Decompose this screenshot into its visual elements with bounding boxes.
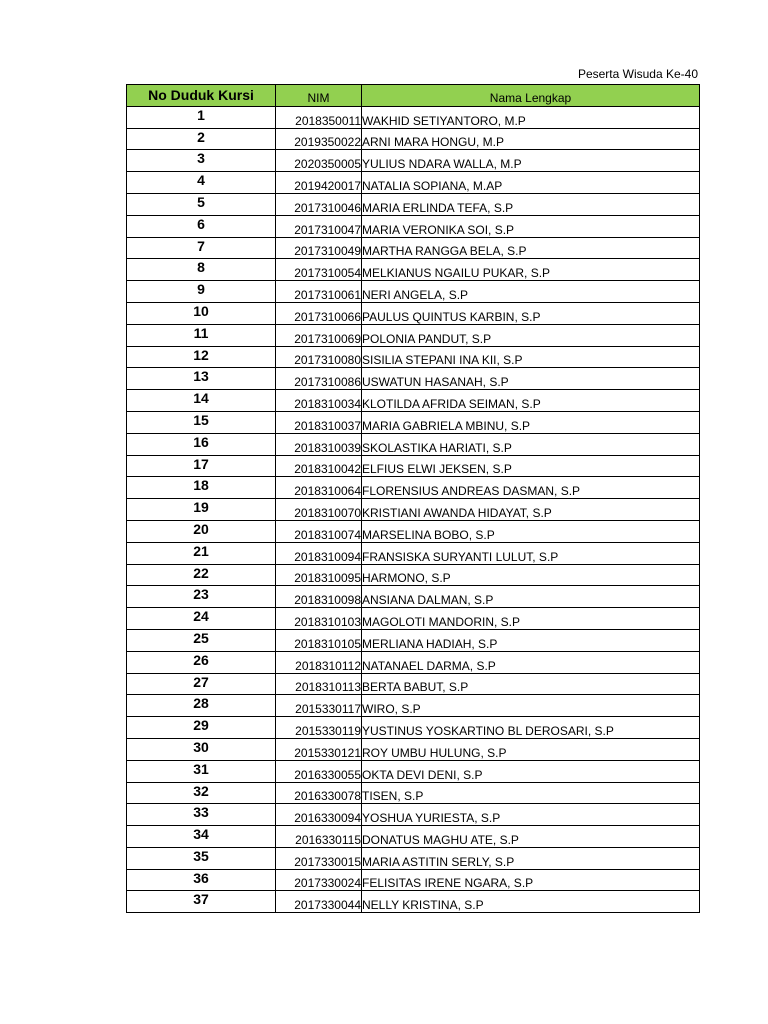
- table-row: [127, 760, 700, 782]
- full-name-cell: ANSIANA DALMAN, S.P: [362, 586, 700, 608]
- nim-cell: 2016330078: [276, 782, 362, 804]
- graduates-table: [126, 84, 700, 913]
- seat-number-cell: 30: [127, 738, 276, 760]
- full-name-cell: MARSELINA BOBO, S.P: [362, 520, 700, 542]
- full-name-cell: MARIA ERLINDA TEFA, S.P: [362, 193, 700, 215]
- nim-cell: 2018310098: [276, 586, 362, 608]
- nim-cell: 2018310113: [276, 673, 362, 695]
- full-name-cell: DONATUS MAGHU ATE, S.P: [362, 826, 700, 848]
- full-name-cell: ROY UMBU HULUNG, S.P: [362, 738, 700, 760]
- full-name-cell: MELKIANUS NGAILU PUKAR, S.P: [362, 259, 700, 281]
- seat-number-cell: 22: [127, 564, 276, 586]
- table-row: [127, 695, 700, 717]
- table-row: [127, 368, 700, 390]
- seat-number-cell: 5: [127, 193, 276, 215]
- nim-cell: 2017330024: [276, 869, 362, 891]
- nim-cell: 2019420017: [276, 172, 362, 194]
- seat-number-cell: 35: [127, 847, 276, 869]
- document-caption: Peserta Wisuda Ke-40: [577, 67, 698, 81]
- table-row: [127, 586, 700, 608]
- nim-cell: 2015330117: [276, 695, 362, 717]
- table-row: [127, 499, 700, 521]
- seat-number-cell: 17: [127, 455, 276, 477]
- table-row: [127, 411, 700, 433]
- seat-number-cell: 32: [127, 782, 276, 804]
- table-row: [127, 651, 700, 673]
- nim-cell: 2018310112: [276, 651, 362, 673]
- nim-cell: 2018310094: [276, 542, 362, 564]
- table-row: [127, 629, 700, 651]
- column-header-nim: NIM: [276, 85, 362, 107]
- nim-cell: 2016330115: [276, 826, 362, 848]
- full-name-cell: ELFIUS ELWI JEKSEN, S.P: [362, 455, 700, 477]
- full-name-cell: WIRO, S.P: [362, 695, 700, 717]
- seat-number-cell: 29: [127, 717, 276, 739]
- seat-number-cell: 24: [127, 608, 276, 630]
- table-header-row: [127, 85, 700, 107]
- seat-number-cell: 10: [127, 302, 276, 324]
- full-name-cell: SKOLASTIKA HARIATI, S.P: [362, 433, 700, 455]
- full-name-cell: MERLIANA HADIAH, S.P: [362, 629, 700, 651]
- full-name-cell: HARMONO, S.P: [362, 564, 700, 586]
- full-name-cell: PAULUS QUINTUS KARBIN, S.P: [362, 302, 700, 324]
- full-name-cell: MARIA GABRIELA MBINU, S.P: [362, 411, 700, 433]
- full-name-cell: NELLY KRISTINA, S.P: [362, 891, 700, 913]
- seat-number-cell: 20: [127, 520, 276, 542]
- seat-number-cell: 19: [127, 499, 276, 521]
- seat-number-cell: 1: [127, 106, 276, 128]
- seat-number-cell: 34: [127, 826, 276, 848]
- table-row: [127, 847, 700, 869]
- seat-number-cell: 25: [127, 629, 276, 651]
- table-body: [127, 106, 700, 912]
- nim-cell: 2017310080: [276, 346, 362, 368]
- nim-cell: 2017310069: [276, 324, 362, 346]
- table-row: [127, 346, 700, 368]
- seat-number-cell: 11: [127, 324, 276, 346]
- seat-number-cell: 7: [127, 237, 276, 259]
- full-name-cell: YOSHUA YURIESTA, S.P: [362, 804, 700, 826]
- table-row: [127, 390, 700, 412]
- nim-cell: 2017330044: [276, 891, 362, 913]
- seat-number-cell: 21: [127, 542, 276, 564]
- nim-cell: 2018310105: [276, 629, 362, 651]
- full-name-cell: NATANAEL DARMA, S.P: [362, 651, 700, 673]
- seat-number-cell: 13: [127, 368, 276, 390]
- column-header-seat: No Duduk Kursi: [127, 85, 276, 107]
- full-name-cell: NERI ANGELA, S.P: [362, 281, 700, 303]
- seat-number-cell: 4: [127, 172, 276, 194]
- nim-cell: 2020350005: [276, 150, 362, 172]
- full-name-cell: NATALIA SOPIANA, M.AP: [362, 172, 700, 194]
- full-name-cell: YULIUS NDARA WALLA, M.P: [362, 150, 700, 172]
- nim-cell: 2016330094: [276, 804, 362, 826]
- full-name-cell: MARIA ASTITIN SERLY, S.P: [362, 847, 700, 869]
- table-row: [127, 106, 700, 128]
- nim-cell: 2019350022: [276, 128, 362, 150]
- table-row: [127, 172, 700, 194]
- table-row: [127, 281, 700, 303]
- full-name-cell: FLORENSIUS ANDREAS DASMAN, S.P: [362, 477, 700, 499]
- table-row: [127, 128, 700, 150]
- nim-cell: 2017310054: [276, 259, 362, 281]
- table-row: [127, 433, 700, 455]
- seat-number-cell: 23: [127, 586, 276, 608]
- table-row: [127, 259, 700, 281]
- nim-cell: 2018310070: [276, 499, 362, 521]
- table-row: [127, 673, 700, 695]
- nim-cell: 2016330055: [276, 760, 362, 782]
- seat-number-cell: 33: [127, 804, 276, 826]
- seat-number-cell: 16: [127, 433, 276, 455]
- seat-number-cell: 37: [127, 891, 276, 913]
- table-row: [127, 826, 700, 848]
- full-name-cell: MARTHA RANGGA BELA, S.P: [362, 237, 700, 259]
- nim-cell: 2018310034: [276, 390, 362, 412]
- seat-number-cell: 28: [127, 695, 276, 717]
- full-name-cell: WAKHID SETIYANTORO, M.P: [362, 106, 700, 128]
- nim-cell: 2018310074: [276, 520, 362, 542]
- nim-cell: 2017310047: [276, 215, 362, 237]
- nim-cell: 2018350011: [276, 106, 362, 128]
- table-row: [127, 237, 700, 259]
- table-row: [127, 193, 700, 215]
- nim-cell: 2018310103: [276, 608, 362, 630]
- nim-cell: 2018310039: [276, 433, 362, 455]
- nim-cell: 2017310066: [276, 302, 362, 324]
- seat-number-cell: 14: [127, 390, 276, 412]
- nim-cell: 2018310064: [276, 477, 362, 499]
- seat-number-cell: 36: [127, 869, 276, 891]
- full-name-cell: ARNI MARA HONGU, M.P: [362, 128, 700, 150]
- nim-cell: 2015330119: [276, 717, 362, 739]
- table-row: [127, 804, 700, 826]
- table-row: [127, 738, 700, 760]
- table-row: [127, 477, 700, 499]
- full-name-cell: FRANSISKA SURYANTI LULUT, S.P: [362, 542, 700, 564]
- seat-number-cell: 9: [127, 281, 276, 303]
- seat-number-cell: 15: [127, 411, 276, 433]
- table-row: [127, 564, 700, 586]
- table-row: [127, 302, 700, 324]
- nim-cell: 2017310086: [276, 368, 362, 390]
- table-row: [127, 520, 700, 542]
- table-row: [127, 717, 700, 739]
- nim-cell: 2017330015: [276, 847, 362, 869]
- seat-number-cell: 2: [127, 128, 276, 150]
- seat-number-cell: 12: [127, 346, 276, 368]
- full-name-cell: MAGOLOTI MANDORIN, S.P: [362, 608, 700, 630]
- full-name-cell: POLONIA PANDUT, S.P: [362, 324, 700, 346]
- full-name-cell: MARIA VERONIKA SOI, S.P: [362, 215, 700, 237]
- full-name-cell: BERTA BABUT, S.P: [362, 673, 700, 695]
- table-row: [127, 608, 700, 630]
- full-name-cell: KLOTILDA AFRIDA SEIMAN, S.P: [362, 390, 700, 412]
- seat-number-cell: 8: [127, 259, 276, 281]
- nim-cell: 2017310061: [276, 281, 362, 303]
- seat-number-cell: 3: [127, 150, 276, 172]
- table-row: [127, 455, 700, 477]
- table-row: [127, 891, 700, 913]
- full-name-cell: SISILIA STEPANI INA KII, S.P: [362, 346, 700, 368]
- nim-cell: 2017310049: [276, 237, 362, 259]
- seat-number-cell: 6: [127, 215, 276, 237]
- full-name-cell: OKTA DEVI DENI, S.P: [362, 760, 700, 782]
- full-name-cell: FELISITAS IRENE NGARA, S.P: [362, 869, 700, 891]
- full-name-cell: TISEN, S.P: [362, 782, 700, 804]
- table-row: [127, 215, 700, 237]
- seat-number-cell: 18: [127, 477, 276, 499]
- nim-cell: 2017310046: [276, 193, 362, 215]
- table-row: [127, 324, 700, 346]
- table-row: [127, 150, 700, 172]
- table-row: [127, 782, 700, 804]
- full-name-cell: USWATUN HASANAH, S.P: [362, 368, 700, 390]
- seat-number-cell: 27: [127, 673, 276, 695]
- nim-cell: 2018310037: [276, 411, 362, 433]
- column-header-name: Nama Lengkap: [362, 85, 700, 107]
- full-name-cell: YUSTINUS YOSKARTINO BL DEROSARI, S.P: [362, 717, 700, 739]
- table-row: [127, 542, 700, 564]
- nim-cell: 2018310042: [276, 455, 362, 477]
- nim-cell: 2015330121: [276, 738, 362, 760]
- full-name-cell: KRISTIANI AWANDA HIDAYAT, S.P: [362, 499, 700, 521]
- seat-number-cell: 26: [127, 651, 276, 673]
- seat-number-cell: 31: [127, 760, 276, 782]
- nim-cell: 2018310095: [276, 564, 362, 586]
- table-row: [127, 869, 700, 891]
